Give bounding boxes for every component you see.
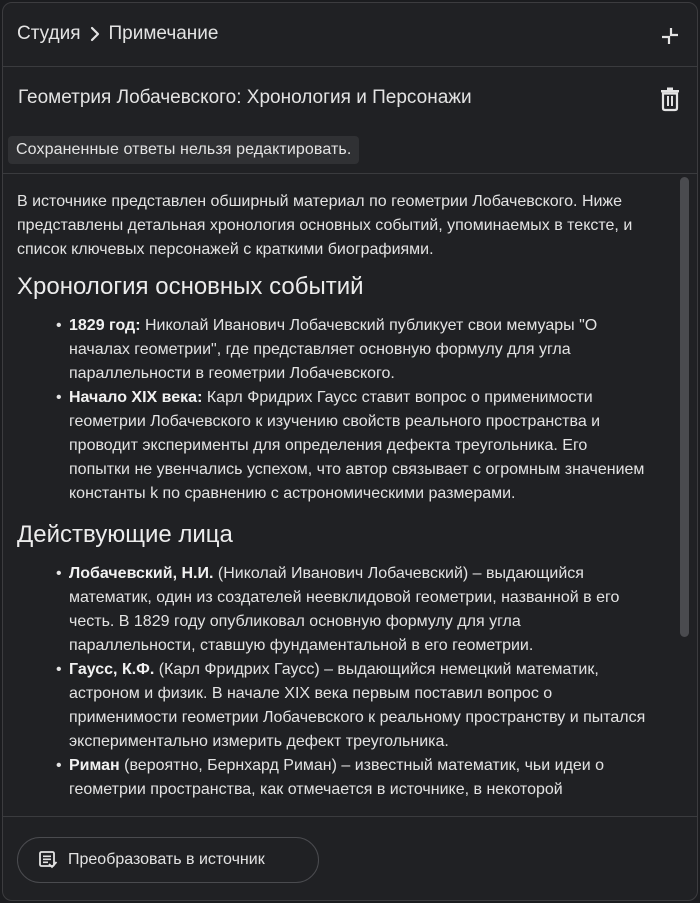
item-text: Николай Иванович Лобачевский публикует свои мемуары "О началах геометрии", где представляет основную формулу для угла параллельности в геометрии Лобачевского. [69, 317, 598, 382]
section-heading-characters: Действующие лица [17, 521, 233, 548]
item-text: (вероятно, Бернхард Риман) – известный математик, чьи идеи о геометрии пространства, как отмечается в источнике, в некоторой [69, 757, 605, 798]
list-item [69, 754, 651, 802]
note-title-row [3, 67, 697, 131]
collapse-icon[interactable] [659, 25, 681, 47]
breadcrumb-studio[interactable]: Студия [17, 23, 81, 44]
note-title: Геометрия Лобачевского: Хронология и Персонажи [18, 87, 472, 108]
list-item [69, 658, 651, 754]
item-bold: Риман [69, 757, 120, 774]
item-bold: Лобачевский, Н.И. [69, 565, 214, 582]
convert-button-label: Преобразовать в источник [68, 851, 265, 868]
chronology-list [17, 314, 651, 506]
chevron-right-icon [89, 26, 101, 42]
intro-paragraph: В источнике представлен обширный материал по геометрии Лобачевского. Ниже представлены детальная хронология основных событий, упоминаемых в тексте, и список ключевых персонажей с краткими биографиями. [17, 193, 633, 258]
item-bold: Гаусс, К.Ф. [69, 661, 155, 678]
characters-list [17, 562, 651, 802]
list-item [69, 562, 651, 658]
list-item [69, 314, 651, 386]
item-bold: 1829 год: [69, 317, 141, 334]
breadcrumb-current: Примечание [108, 23, 219, 44]
section-heading-chronology: Хронология основных событий [17, 273, 364, 300]
convert-to-source-button[interactable] [17, 837, 319, 883]
item-bold: Начало XIX века: [69, 389, 203, 406]
list-item [69, 386, 651, 506]
breadcrumb [17, 23, 218, 45]
item-text: Карл Фридрих Гаусс ставит вопрос о применимости геометрии Лобачевского к изучению свойств реального пространства и проводит эксперименты для определения дефекта треугольника. Его попытки не увенчались успехом, что автор связывает с огромным значением константы k по сравнению с астрономическими размерами. [69, 389, 645, 502]
panel-header [3, 3, 697, 67]
note-panel [2, 2, 698, 901]
item-text: (Карл Фридрих Гаусс) – выдающийся немецкий математик, астроном и физик. В начале XIX века первым поставил вопрос о применимости геометрии Лобачевского к реальному пространству и пытался экспериментально измерить дефект треугольника. [69, 661, 646, 750]
convert-note-icon [38, 850, 58, 870]
note-content[interactable] [3, 174, 697, 816]
trash-icon[interactable] [657, 86, 683, 112]
saved-notice-badge: Сохраненные ответы нельзя редактировать. [8, 136, 359, 164]
item-text: (Николай Иванович Лобачевский) – выдающийся математик, один из создателей неевклидовой геометрии, названной в его честь. В 1829 году опубликовал основную формулу для угла параллельности, ставшую фундаментальной в его геометрии. [69, 565, 620, 654]
content-scrollbar[interactable] [680, 177, 689, 637]
panel-footer [3, 816, 697, 901]
note-body [17, 190, 651, 816]
